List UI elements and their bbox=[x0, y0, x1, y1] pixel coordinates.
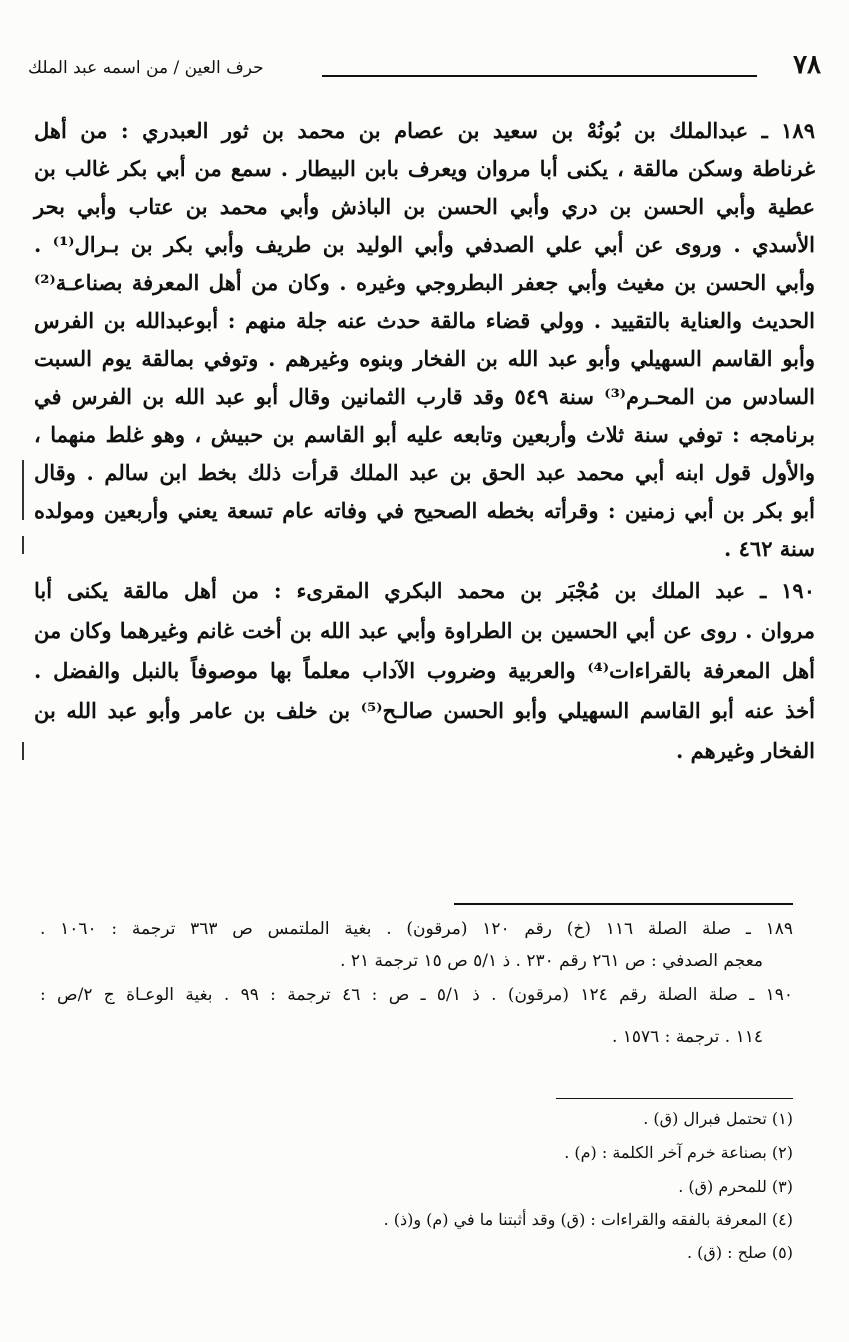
body-line: أبو بكر بن أبي زمنين : وقرأته بخطه الصحيح في وفاته عام تسعة يعني وأربعين ومولده bbox=[34, 498, 815, 523]
body-line: وأبو القاسم السهيلي وأبو عبد الله بن الفخار وبنوه وغيرهم . وتوفي بمالقة يوم السبت bbox=[34, 346, 815, 371]
header-rule bbox=[322, 75, 757, 77]
note-line: (٣) للمحرم (ق) . bbox=[678, 1177, 793, 1196]
margin-mark bbox=[22, 742, 24, 760]
body-line: مروان . روى عن أبي الحسين بن الطراوة وأبي عبد الله بن أخت غانم وغيرهما وكان من bbox=[34, 618, 815, 643]
body-line: وأبي الحسن بن مغيث وأبي جعفر البطروجي وغيره . وكان من أهل المعرفة بصناعـة⁽²⁾ bbox=[34, 270, 815, 295]
note-line: (٤) المعرفة بالفقه والقراءات : (ق) وقد أثبتنا ما في (م) و(ذ) . bbox=[383, 1210, 793, 1229]
body-line: السادس من المحـرم⁽³⁾ سنة ٥٤٩ وقد قارب الثمانين وقال أبو عبد الله بن الفرس في bbox=[34, 384, 815, 409]
margin-mark bbox=[22, 460, 24, 520]
running-title: حرف العين / من اسمه عبد الملك bbox=[28, 58, 264, 78]
body-line: برنامجه : توفي سنة ثلاث وأربعين وتابعه عليه أبو القاسم بن حبيش ، وهو غلط منهما ، bbox=[34, 422, 815, 447]
body-line: ١٨٩ ـ عبدالملك بن بُونُهْ بن سعيد بن عصام بن محمد بن ثور العبدري : من أهل bbox=[34, 118, 815, 143]
note-line: (١) تحتمل فبرال (ق) . bbox=[643, 1109, 793, 1128]
reference-line: ١٩٠ ـ صلة الصلة رقم ١٢٤ (مرقون) . ذ ٥/١ ـ ص : ٤٦ ترجمة : ٩٩ . بغية الوعـاة ج ٢/ص : bbox=[40, 985, 793, 1005]
note-line: (٢) بصناعة خرم آخر الكلمة : (م) . bbox=[564, 1143, 793, 1162]
reference-line: ١٨٩ ـ صلة الصلة ١١٦ (خ) رقم ١٢٠ (مرقون) . بغية الملتمس ص ٣٦٣ ترجمة : ١٠٦٠ . bbox=[40, 919, 793, 939]
body-line: الأسدي . وروى عن أبي علي الصدفي وأبي الوليد بن طريف وأبي بكر بن بـرال⁽¹⁾ . bbox=[34, 232, 815, 257]
body-line: سنة ٤٦٢ . bbox=[724, 536, 815, 561]
reference-line: ١١٤ . ترجمة : ١٥٧٦ . bbox=[611, 1027, 763, 1047]
body-line: غرناطة وسكن مالقة ، يكنى أبا مروان ويعرف بابن البيطار . سمع من أبي بكر غالب بن bbox=[34, 156, 815, 181]
margin-mark bbox=[22, 536, 24, 554]
reference-line: معجم الصدفي : ص ٢٦١ رقم ٢٣٠ . ذ ٥/١ ص ١٥ ترجمة ٢١ . bbox=[340, 951, 763, 971]
body-line: عطية وأبي الحسن بن دري وأبي الحسن بن الباذش وأبي محمد بن عتاب وأبي بحر bbox=[34, 194, 815, 219]
body-line: والأول قول ابنه أبي محمد عبد الحق بن عبد الملك قرأت ذلك بخط ابن سالم . وقال bbox=[34, 460, 815, 485]
references-rule bbox=[454, 903, 793, 905]
body-line: أهل المعرفة بالقراءات⁽⁴⁾ والعربية وضروب الآداب معلماً بها موصوفاً بالنبل والفضل . bbox=[34, 658, 815, 683]
body-line: ١٩٠ ـ عبد الملك بن مُجْبَر بن محمد البكري المقرىء : من أهل مالقة يكنى أبا bbox=[34, 578, 815, 603]
body-line: أخذ عنه أبو القاسم السهيلي وأبو الحسن صالـح⁽⁵⁾ بن خلف بن عامر وأبو عبد الله بن bbox=[34, 698, 815, 723]
body-line: الحديث والعناية بالتقييد . وولي قضاء مالقة حدث عنه جلة منهم : أبوعبدالله بن الفرس bbox=[34, 308, 815, 333]
body-line: الفخار وغيرهم . bbox=[676, 738, 815, 763]
notes-rule bbox=[556, 1098, 793, 1099]
note-line: (٥) صلح : (ق) . bbox=[686, 1243, 793, 1262]
page-number: ٧٨ bbox=[793, 50, 821, 80]
